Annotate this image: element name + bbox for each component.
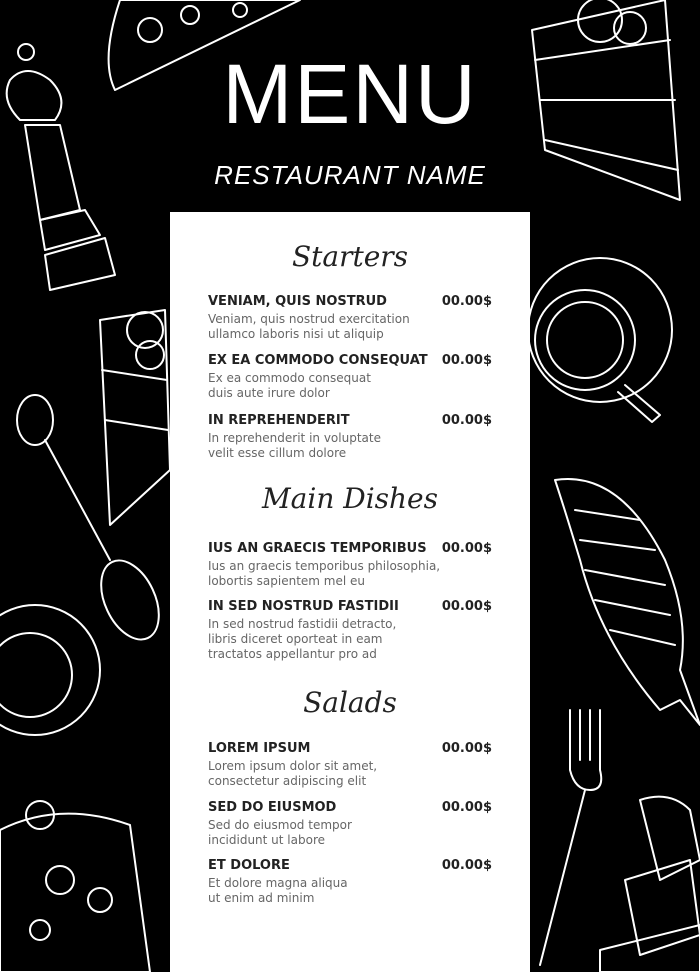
- coffee-cup-icon: [528, 258, 672, 422]
- menu-panel: [170, 212, 530, 972]
- menu-item: [208, 413, 492, 461]
- item-description: Ius an graecis temporibus philosophia, lobortis sapientem mel eu: [208, 559, 441, 588]
- item-price: 00.00$: [441, 294, 492, 309]
- item-description: Sed do eiusmod tempor incididunt ut labore: [208, 818, 352, 847]
- section-title-salads: Salads: [303, 686, 397, 719]
- item-description: In reprehenderit in voluptate velit esse cillum dolore: [208, 431, 381, 460]
- restaurant-name: RESTAURANT NAME: [214, 160, 486, 190]
- item-price: 00.00$: [441, 741, 492, 756]
- bowl-icon: [0, 605, 100, 735]
- item-price: 00.00$: [441, 599, 492, 614]
- spoon-icon: [17, 395, 170, 649]
- fork-icon: [540, 710, 601, 965]
- menu-item: [208, 599, 492, 662]
- item-name: VENIAM, QUIS NOSTRUD: [208, 294, 387, 309]
- item-description: Veniam, quis nostrud exercitation ullamco laboris nisi ut aliquip: [208, 312, 410, 341]
- menu-item: [208, 541, 492, 589]
- grilled-fish-icon: [555, 479, 700, 725]
- section-title-starters: Starters: [291, 240, 409, 273]
- item-name: IN SED NOSTRUD FASTIDII: [208, 599, 399, 614]
- item-name: IN REPREHENDERIT: [208, 413, 350, 428]
- section-title-main-dishes: Main Dishes: [262, 482, 438, 515]
- item-name: EX EA COMMODO CONSEQUAT: [208, 353, 428, 368]
- item-name: ET DOLORE: [208, 858, 290, 873]
- menu-item: [208, 800, 492, 848]
- menu-item: [208, 294, 492, 342]
- item-price: 00.00$: [441, 413, 492, 428]
- item-name: SED DO EIUSMOD: [208, 800, 337, 815]
- item-description: Ex ea commodo consequat duis aute irure dolor: [208, 371, 371, 400]
- item-price: 00.00$: [441, 858, 492, 873]
- item-name: LOREM IPSUM: [208, 741, 311, 756]
- pepper-mill-right-icon: [600, 797, 700, 972]
- menu-item: [208, 741, 492, 789]
- item-description: In sed nostrud fastidii detracto, libris diceret oporteat in eam tractatos appellantur pro ad: [208, 617, 397, 661]
- item-name: IUS AN GRAECIS TEMPORIBUS: [208, 541, 427, 556]
- menu-item: [208, 858, 492, 906]
- item-description: Lorem ipsum dolor sit amet, consectetur adipiscing elit: [208, 759, 378, 788]
- item-price: 00.00$: [441, 353, 492, 368]
- item-description: Et dolore magna aliqua ut enim ad minim: [208, 876, 348, 905]
- cake-slice-left-icon: [100, 310, 170, 525]
- item-price: 00.00$: [441, 800, 492, 815]
- item-price: 00.00$: [441, 541, 492, 556]
- pizza-slice-bottom-icon: [0, 801, 150, 972]
- menu-item: [208, 353, 492, 401]
- menu-title: MENU: [222, 47, 478, 141]
